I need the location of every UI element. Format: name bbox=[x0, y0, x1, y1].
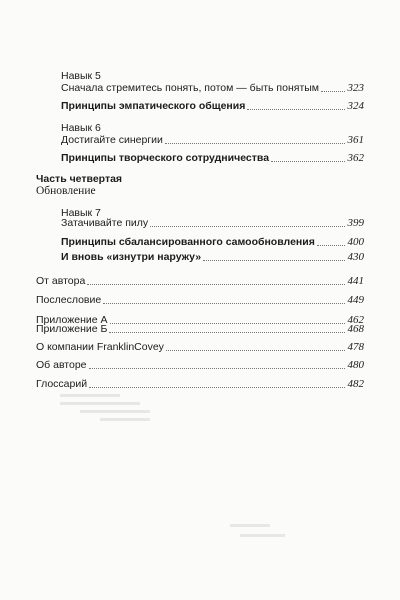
toc-entry-title: Достигайте синергии bbox=[61, 134, 163, 146]
toc-entry-page: 478 bbox=[347, 341, 364, 353]
toc-entry-page: 400 bbox=[347, 236, 364, 248]
show-through-smudge bbox=[60, 392, 180, 432]
dot-leader bbox=[166, 350, 345, 351]
toc-entry-title: Принципы сбалансированного самообновления bbox=[61, 236, 315, 248]
toc-entry-title: От автора bbox=[36, 275, 86, 287]
toc-entry bbox=[61, 132, 364, 146]
toc-entry-title: Принципы творческого сотрудничества bbox=[61, 152, 270, 164]
dot-leader bbox=[103, 303, 344, 304]
toc-entry-title: Принципы эмпатического общения bbox=[61, 100, 246, 112]
dot-leader bbox=[165, 143, 345, 144]
toc-entry bbox=[61, 234, 364, 248]
toc-entry bbox=[61, 215, 364, 229]
toc-entry-title: И вновь «изнутри наружу» bbox=[61, 251, 202, 263]
toc-entry-title: Сначала стремитесь понять, потом — быть понятым bbox=[61, 82, 320, 94]
dot-leader bbox=[247, 109, 344, 110]
dot-leader bbox=[203, 260, 344, 261]
dot-leader bbox=[89, 368, 345, 369]
toc-entry-page: 462 bbox=[347, 314, 364, 326]
toc-entry bbox=[61, 249, 364, 263]
toc-entry-page: 480 bbox=[347, 359, 364, 371]
skill-6-label: Навык 6 bbox=[61, 122, 101, 134]
toc-entry bbox=[36, 273, 364, 287]
toc-entry bbox=[36, 357, 364, 371]
part-title: Часть четвертая bbox=[36, 173, 123, 185]
toc-entry-title: О компании FranklinCovey bbox=[36, 341, 164, 353]
toc-entry-page: 361 bbox=[347, 134, 364, 146]
toc-entry-title: Затачивайте пилу bbox=[61, 217, 149, 229]
toc-entry-title: Приложение А bbox=[36, 314, 108, 326]
toc-entry-page: 482 bbox=[347, 378, 364, 390]
dot-leader bbox=[321, 91, 344, 92]
dot-leader bbox=[150, 226, 344, 227]
dot-leader bbox=[89, 387, 344, 388]
toc-entry-title: Об авторе bbox=[36, 359, 87, 371]
toc-entry-page: 449 bbox=[347, 294, 364, 306]
toc-entry-page: 362 bbox=[347, 152, 364, 164]
dot-leader bbox=[271, 161, 344, 162]
toc-entry bbox=[36, 376, 364, 390]
toc-entry-page: 468 bbox=[347, 323, 364, 335]
toc-entry bbox=[36, 321, 364, 335]
toc-entry-page: 323 bbox=[347, 82, 364, 94]
toc-entry bbox=[61, 80, 364, 94]
show-through-smudge bbox=[230, 520, 290, 550]
dot-leader bbox=[317, 245, 345, 246]
toc-entry-page: 441 bbox=[347, 275, 364, 287]
toc-entry bbox=[36, 339, 364, 353]
toc-entry-page: 324 bbox=[347, 100, 364, 112]
part-subtitle: Обновление bbox=[36, 185, 96, 197]
dot-leader bbox=[109, 332, 344, 333]
skill-5-label: Навык 5 bbox=[61, 70, 101, 82]
toc-entry bbox=[36, 292, 364, 306]
toc-entry bbox=[61, 150, 364, 164]
skill-7-label: Навык 7 bbox=[61, 207, 101, 219]
dot-leader bbox=[87, 284, 344, 285]
toc-entry-page: 430 bbox=[347, 251, 364, 263]
toc-entry-page: 399 bbox=[347, 217, 364, 229]
toc-entry-title: Послесловие bbox=[36, 294, 102, 306]
toc-entry bbox=[61, 98, 364, 112]
toc-entry-title: Приложение Б bbox=[36, 323, 108, 335]
toc-entry-title: Глоссарий bbox=[36, 378, 88, 390]
